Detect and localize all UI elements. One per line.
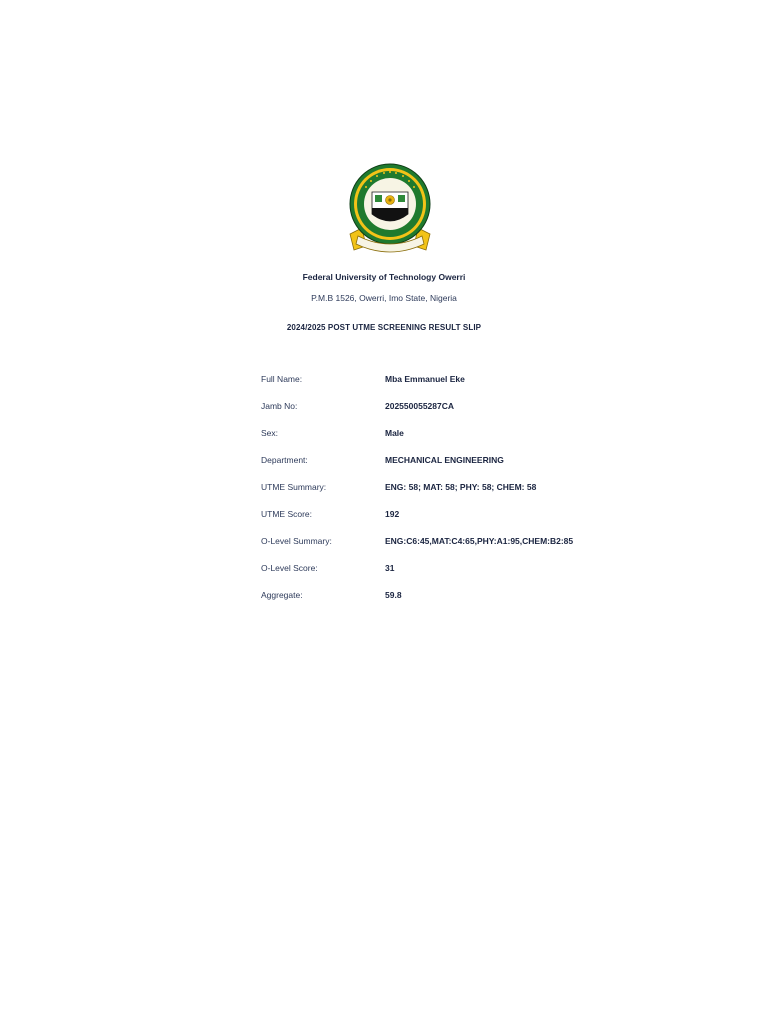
detail-label: Jamb No: <box>261 400 298 411</box>
detail-value: 202550055287CA <box>385 400 455 411</box>
detail-row-utme-score <box>261 500 661 527</box>
detail-row-olevel-summary <box>261 527 661 554</box>
detail-label: Department: <box>261 454 308 465</box>
slip-title: 2024/2025 POST UTME SCREENING RESULT SLIP <box>286 323 482 332</box>
detail-value: ENG:C6:45,MAT:C4:65,PHY:A1:95,CHEM:B2:85 <box>385 535 574 546</box>
detail-value: 59.8 <box>385 589 402 600</box>
detail-row-department <box>261 446 661 473</box>
university-name: Federal University of Technology Owerri <box>302 272 466 282</box>
detail-label: Aggregate: <box>261 589 303 600</box>
detail-row-olevel-score <box>261 554 661 581</box>
university-address: P.M.B 1526, Owerri, Imo State, Nigeria <box>311 293 457 303</box>
university-logo <box>344 162 436 256</box>
detail-value: 192 <box>385 508 400 519</box>
detail-value: MECHANICAL ENGINEERING <box>385 454 504 465</box>
detail-label: UTME Score: <box>261 508 313 519</box>
detail-row-full-name <box>261 365 661 392</box>
detail-row-sex <box>261 419 661 446</box>
detail-value: Mba Emmanuel Eke <box>385 373 465 384</box>
detail-value: 31 <box>385 562 395 573</box>
detail-row-jamb-no <box>261 392 661 419</box>
result-details <box>261 365 661 608</box>
detail-row-aggregate <box>261 581 661 608</box>
detail-row-utme-summary <box>261 473 661 500</box>
university-crest-icon <box>344 162 436 256</box>
detail-label: Full Name: <box>261 373 303 384</box>
detail-label: UTME Summary: <box>261 481 327 492</box>
detail-label: O-Level Summary: <box>261 535 332 546</box>
detail-value: ENG: 58; MAT: 58; PHY: 58; CHEM: 58 <box>385 481 537 492</box>
detail-label: O-Level Score: <box>261 562 318 573</box>
detail-value: Male <box>385 427 404 438</box>
detail-label: Sex: <box>261 427 279 438</box>
